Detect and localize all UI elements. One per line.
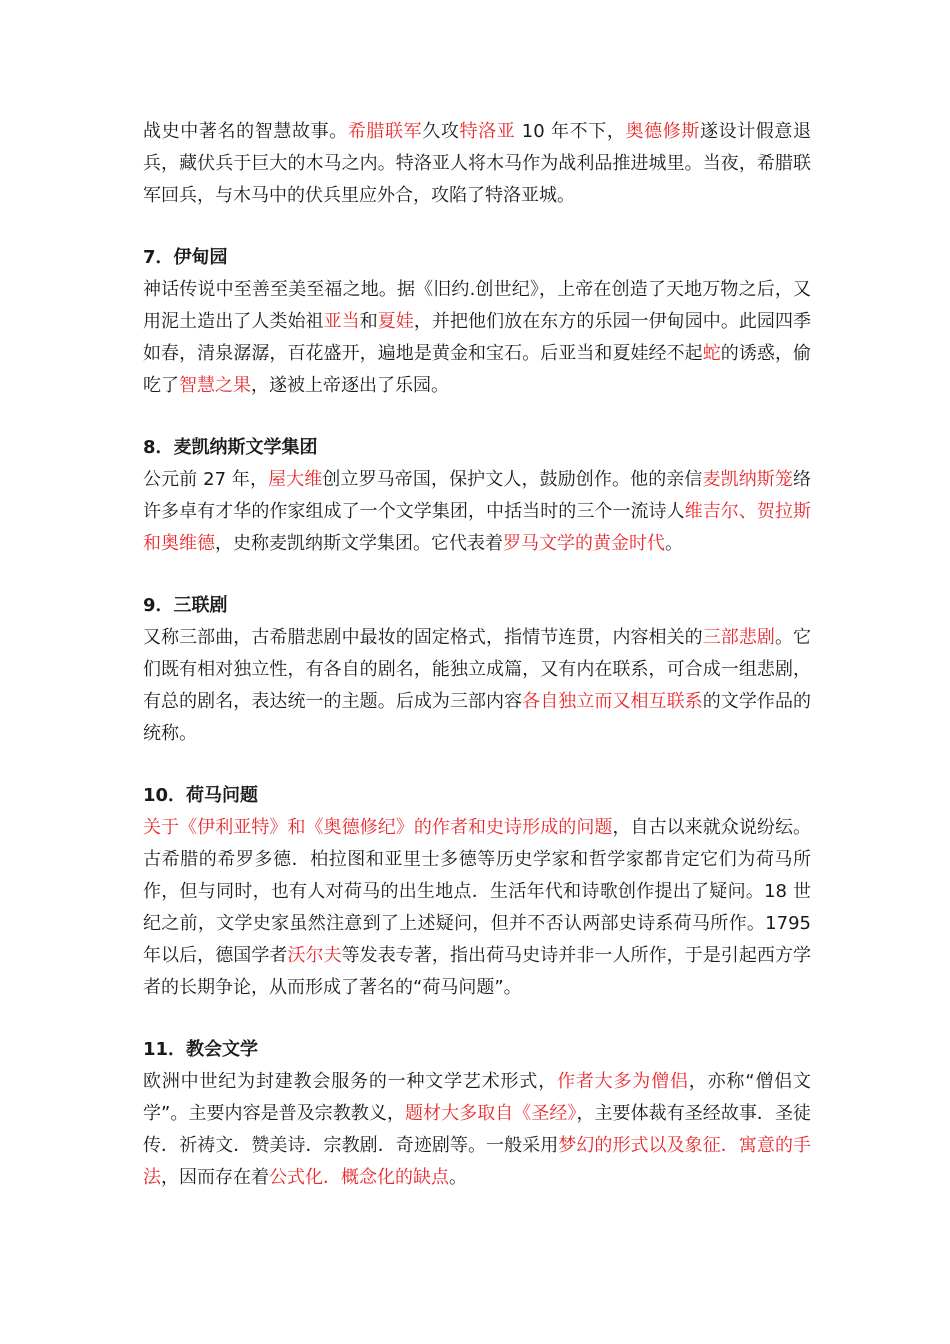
body-text: ，遂被上帝逐出了乐园。 xyxy=(251,375,449,396)
highlighted-term: 亚当 xyxy=(323,311,360,332)
highlighted-term: 公式化．概念化的缺点 xyxy=(269,1167,449,1188)
body-text: 络许多卓有才华的作家组成了一个文学集团，中括当时的三个一流诗人 xyxy=(143,469,812,522)
section-heading: 9．三联剧 xyxy=(143,595,228,616)
body-text: 的诱惑，偷吃了 xyxy=(143,343,812,396)
section-paragraph xyxy=(143,812,811,1004)
body-text: 的文学作品的统称。 xyxy=(143,691,812,744)
highlighted-term: 蛇 xyxy=(702,343,721,364)
sections-container xyxy=(143,242,811,1194)
section xyxy=(143,590,811,750)
highlighted-term: 罗马文学的黄金时代 xyxy=(503,533,665,554)
section-paragraph xyxy=(143,622,811,750)
section xyxy=(143,1034,811,1194)
body-text: 等发表专著，指出荷马史诗并非一人所作，于是引起西方学者的长期争论，从而形成了著名的“荷马问题”。 xyxy=(143,945,812,998)
section xyxy=(143,242,811,402)
body-text: 。 xyxy=(665,533,683,554)
highlighted-term: 麦凯纳斯笼 xyxy=(702,469,794,490)
highlighted-term: 智慧之果 xyxy=(179,375,251,396)
section-heading: 10．荷马问题 xyxy=(143,785,259,806)
section-heading: 11．教会文学 xyxy=(143,1039,259,1060)
highlighted-term: 沃尔夫 xyxy=(287,945,342,966)
highlighted-term: 特洛亚 xyxy=(459,121,516,142)
highlighted-term: 奥德修斯 xyxy=(625,121,700,142)
highlighted-term: 作者大多为僧侣 xyxy=(557,1071,689,1092)
body-text: 。 xyxy=(449,1167,467,1188)
body-text: ，史称麦凯纳斯文学集团。它代表着 xyxy=(215,533,503,554)
highlighted-term: 夏娃 xyxy=(377,311,414,332)
body-text: 和 xyxy=(359,311,378,332)
intro-paragraph xyxy=(143,116,811,212)
body-text: 创立罗马帝国，保护文人，鼓励创作。他的亲信 xyxy=(322,469,703,490)
section-heading: 7．伊甸园 xyxy=(143,247,228,268)
body-text: 公元前 27 年， xyxy=(143,469,269,490)
section-paragraph xyxy=(143,464,811,560)
highlighted-term: 维吉尔、贺拉斯和奥维德 xyxy=(143,501,812,554)
body-text: 久攻 xyxy=(422,121,460,142)
body-text: ，因而存在着 xyxy=(161,1167,269,1188)
body-text: ，亦称“僧侣文学”。主要内容是普及宗教教义， xyxy=(143,1071,812,1124)
document-page xyxy=(143,116,811,1194)
highlighted-term: 三部悲剧 xyxy=(702,627,775,648)
body-text: ，并把他们放在东方的乐园一伊甸园中。此园四季如春，清泉潺潺，百花盛开，遍地是黄金和宝石。后亚当和夏娃经不起 xyxy=(143,311,812,364)
body-text: 10 年不下， xyxy=(515,121,626,142)
highlighted-term: 希腊联军 xyxy=(347,121,423,142)
body-text: ，主要体裁有圣经故事．圣徒传．祈祷文．赞美诗．宗教剧．奇迹剧等。一般采用 xyxy=(143,1103,812,1156)
section xyxy=(143,432,811,560)
highlighted-term: 题材大多取自《圣经》 xyxy=(405,1103,577,1124)
body-text: ，自古以来就众说纷纭。古希腊的希罗多德．柏拉图和亚里士多德等历史学家和哲学家都肯定它们为荷马所作，但与同时，也有人对荷马的出生地点．生活年代和诗歌创作提出了疑问。18 世纪之前，文学史家虽然注意到了上述疑问，但并不否认两部史诗系荷马所作。1795 年以后，德国学者 xyxy=(143,817,812,966)
body-text: 又称三部曲，古希腊悲剧中最妆的固定格式，指情节连贯，内容相关的 xyxy=(143,627,703,648)
body-text: 神话传说中至善至美至福之地。据《旧约.创世纪》，上帝在创造了天地万物之后，又用泥土造出了人类始祖 xyxy=(143,279,811,332)
body-text: 欧洲中世纪为封建教会服务的一种文学艺术形式， xyxy=(143,1071,558,1092)
highlighted-term: 屋大维 xyxy=(268,469,323,490)
highlighted-term: 关于《伊利亚特》和《奥德修纪》的作者和史诗形成的问题 xyxy=(143,817,613,838)
section-paragraph xyxy=(143,274,811,402)
body-text: 遂设计假意退兵，藏伏兵于巨大的木马之内。特洛亚人将木马作为战利品推进城里。当夜，希腊联军回兵，与木马中的伏兵里应外合，攻陷了特洛亚城。 xyxy=(143,121,812,206)
section-paragraph xyxy=(143,1066,811,1194)
highlighted-term: 各自独立而又相互联系 xyxy=(522,691,703,712)
section xyxy=(143,780,811,1004)
body-text: 战史中著名的智慧故事。 xyxy=(143,121,348,142)
section-heading: 8．麦凯纳斯文学集团 xyxy=(143,437,318,458)
highlighted-term: 梦幻的形式以及象征．寓意的手法 xyxy=(143,1135,812,1188)
body-text: 。它们既有相对独立性，有各自的剧名，能独立成篇，又有内在联系，可合成一组悲剧，有总的剧名，表达统一的主题。后成为三部内容 xyxy=(143,627,812,712)
